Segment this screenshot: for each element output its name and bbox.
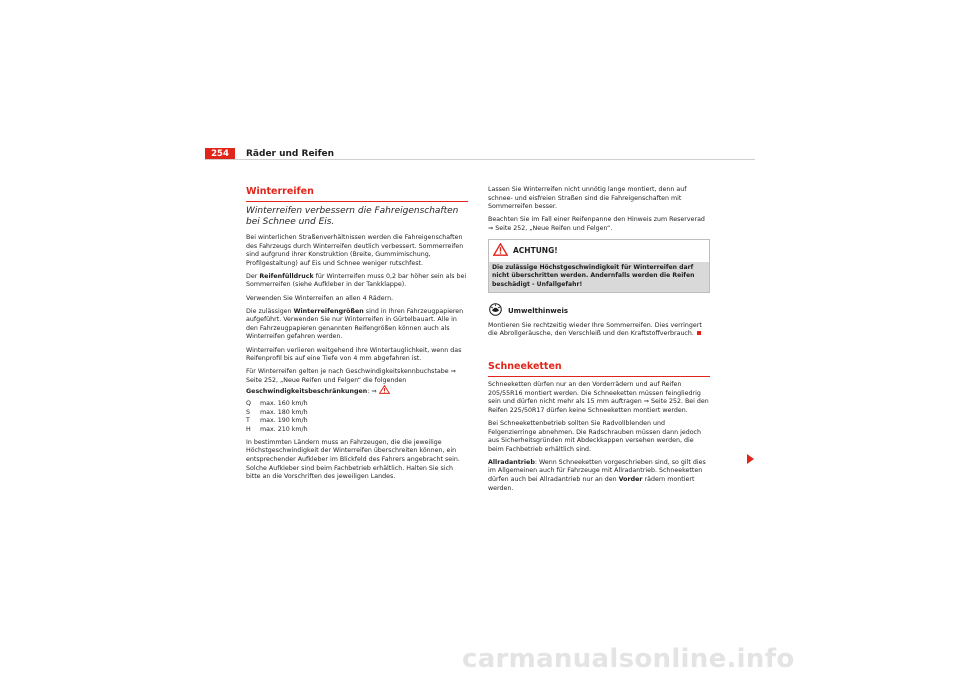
warning-text: Die zulässige Höchstgeschwindigkeit für Winterreifen darf nicht überschritten werden. Andernfalls werden die Reifen beschädigt - Unfallgefahr! — [489, 262, 709, 292]
paragraph: Die zulässigen Winterreifengrößen sind in Ihren Fahrzeugpapieren aufgeführt. Verwenden Sie nur Winterreifen in Gürtelbauart. Alle in den Fahrzeugpapieren genannten Reifengrößen können auch als Winterreifen gefahren werden. — [246, 307, 464, 341]
paragraph: Bei Schneekettenbetrieb sollten Sie Radvollblenden und Felgenzierringe abnehmen. Die Radschrauben müssen dann jedoch aus Sicherheitsgründen mit Abdeckkappen versehen werden, die beim Fachbetrieb erhältlich sind. — [488, 419, 702, 453]
paragraph: Schneeketten dürfen nur an den Vorderrädern und auf Reifen 205/55R16 montiert werden. Die Schneeketten müssen feingliedrig sein und dürfen nicht mehr als 15 mm auftragen ⇒ Seite 252. Bei den Reifen 225/50R17 dürfen keine Schneeketten montiert werden. — [488, 381, 709, 414]
paragraph: Allradantrieb: Wenn Schneeketten vorgeschrieben sind, so gilt dies im Allgemeinen auch für Fahrzeuge mit Allradantrieb. Schneeketten dürfen auch bei Allradantrieb nur an den Vorder rädern montiert werden. — [488, 458, 706, 492]
heading-rule — [246, 201, 468, 202]
left-column — [246, 186, 468, 486]
warning-title: ACHTUNG! — [513, 246, 558, 256]
section-end-marker — [697, 331, 701, 335]
page-number: 254 — [205, 148, 235, 160]
paragraph: Verwenden Sie Winterreifen an allen 4 Rädern. — [246, 294, 394, 302]
paragraph: Lassen Sie Winterreifen nicht unnötig lange montiert, denn auf schnee- und eisfreien Straßen sind die Fahreigenschaften mit Sommerreifen besser. — [488, 186, 687, 211]
paragraph: Winterreifen verlieren weitgehend ihre Wintertauglichkeit, wenn das Reifenprofil bis auf eine Tiefe von 4 mm abgefahren ist. — [246, 346, 462, 363]
environment-note-title: Umwelthinweis — [508, 307, 569, 316]
paragraph: Der Reifenfülldruck für Winterreifen muss 0,2 bar höher sein als bei Sommerreifen (siehe Aufkleber in der Tankklappe). — [246, 272, 467, 289]
environment-note-header — [488, 303, 710, 320]
next-page-arrow-icon[interactable] — [747, 454, 754, 464]
section-heading-winterreifen: Winterreifen — [246, 186, 314, 197]
paragraph: Beachten Sie im Fall einer Reifenpanne den Hinweis zum Reserverad ⇒ Seite 252, „Neue Reifen und Felgen“. — [488, 216, 705, 232]
chapter-title: Räder und Reifen — [246, 149, 335, 159]
section-heading-schneeketten: Schneeketten — [488, 361, 562, 373]
right-column — [488, 186, 710, 498]
warning-box — [488, 239, 710, 293]
list-item: Q max. 160 km/h — [246, 400, 308, 407]
list-item: T max. 190 km/h — [246, 417, 308, 425]
paragraph: In bestimmten Ländern muss an Fahrzeugen, die die jeweilige Höchstgeschwindigkeit der Winterreifen überschreiten können, ein entsprechender Aufkleber im Blickfeld des Fahrers angebracht sein. Solche Aufkleber sind beim Fachbetrieb erhältlich. Halten Sie sich bitte an die Vorschriften des jeweiligen Landes. — [246, 438, 460, 481]
environment-icon — [488, 303, 503, 320]
warning-header — [489, 240, 709, 262]
paragraph: Bei winterlichen Straßenverhältnissen werden die Fahreigenschaften des Fahrzeugs durch Winterreifen deutlich verbessert. Sommerreifen sind aufgrund ihrer Konstruktion (Breite, Gummimischung, Profilgestaltung) auf Eis und Schnee weniger rutschfest. — [246, 234, 464, 267]
section-subtitle: Winterreifen verbessern die Fahreigenschaften bei Schnee und Eis. — [246, 206, 459, 227]
warning-triangle-icon — [493, 243, 508, 260]
list-item: H max. 210 km/h — [246, 425, 308, 433]
paragraph: Für Winterreifen gelten je nach Geschwindigkeitskennbuchstabe ⇒ Seite 252, „Neue Reifen und Felgen“ die folgenden Geschwindigkeitsbeschränkungen: ⇒ — [246, 368, 468, 398]
speed-limit-list — [246, 400, 468, 434]
heading-rule — [488, 376, 710, 377]
paragraph: Montieren Sie rechtzeitig wieder Ihre Sommerreifen. Dies verringert die Abrollgeräusche, den Verschleiß und den Kraftstoffverbrauch. — [488, 321, 702, 338]
warning-triangle-icon — [379, 385, 390, 398]
section-schneeketten — [488, 361, 710, 493]
header-rule — [205, 159, 755, 160]
watermark: carmanualsonline.info — [462, 644, 795, 674]
list-item: S max. 180 km/h — [246, 408, 308, 416]
